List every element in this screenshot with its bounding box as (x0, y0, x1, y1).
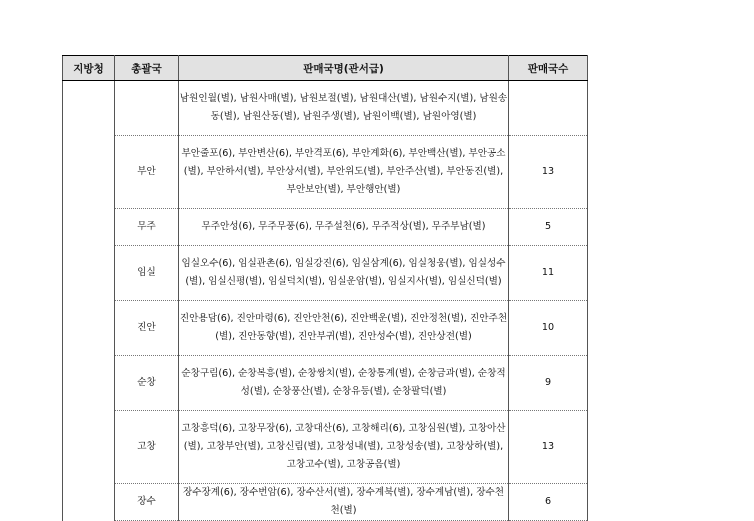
table-row (63, 484, 588, 521)
table-row (63, 209, 588, 246)
offices-cell: 무주안성(6), 무주무풍(6), 무주설천(6), 무주적상(별), 무주부남(별) (179, 209, 509, 246)
district-cell: 고창 (115, 411, 179, 484)
count-cell: 10 (509, 301, 588, 356)
header-sales-office-names: 판매국명(관서급) (179, 56, 509, 81)
offices-cell: 진안용담(6), 진안마령(6), 진안안천(6), 진안백운(별), 진안정천(별), 진안주천(별), 진안동향(별), 진안부귀(별), 진안성수(별), 진안상전(별) (179, 301, 509, 356)
table-header (63, 56, 588, 81)
count-cell: 13 (509, 136, 588, 209)
offices-cell: 임실오수(6), 임실관촌(6), 임실강진(6), 임실삼계(6), 임실청웅(별), 임실성수(별), 임실신평(별), 임실덕치(별), 임실운암(별), 임실지사(별), 임실신덕(별) (179, 246, 509, 301)
offices-cell: 남원인월(별), 남원사매(별), 남원보절(별), 남원대산(별), 남원수지(별), 남원송동(별), 남원산동(별), 남원주생(별), 남원이백(별), 남원아영(별) (179, 81, 509, 136)
header-district-office: 총괄국 (115, 56, 179, 81)
table-row (63, 246, 588, 301)
regional-office-cell (63, 81, 115, 521)
table-row (63, 411, 588, 484)
district-cell (115, 81, 179, 136)
table-row (63, 136, 588, 209)
offices-cell: 부안줄포(6), 부안변산(6), 부안격포(6), 부안계화(6), 부안백산(별), 부안공소(별), 부안하서(별), 부안상서(별), 부안위도(별), 부안주산(별), 부안동진(별), 부안보안(별), 부안행안(별) (179, 136, 509, 209)
table-body (63, 81, 588, 521)
count-cell: 5 (509, 209, 588, 246)
count-cell: 13 (509, 411, 588, 484)
count-cell: 6 (509, 484, 588, 521)
table-row (63, 301, 588, 356)
district-cell: 임실 (115, 246, 179, 301)
district-cell: 순창 (115, 356, 179, 411)
district-cell: 부안 (115, 136, 179, 209)
header-regional-office: 지방청 (63, 56, 115, 81)
sales-office-table (62, 55, 588, 521)
header-sales-office-count: 판매국수 (509, 56, 588, 81)
count-cell: 9 (509, 356, 588, 411)
offices-cell: 고창흥덕(6), 고창무장(6), 고창대산(6), 고창해리(6), 고창심원(별), 고창아산(별), 고창부안(별), 고창신림(별), 고창성내(별), 고창성송(별), 고창상하(별), 고창고수(별), 고창공음(별) (179, 411, 509, 484)
offices-cell: 장수장계(6), 장수번암(6), 장수산서(별), 장수계북(별), 장수계남(별), 장수천천(별) (179, 484, 509, 521)
count-cell (509, 81, 588, 136)
district-cell: 무주 (115, 209, 179, 246)
count-cell: 11 (509, 246, 588, 301)
offices-cell: 순창구림(6), 순창복흥(별), 순창쌍치(별), 순창통계(별), 순창금과(별), 순창적성(별), 순창풍산(별), 순창유등(별), 순창팔덕(별) (179, 356, 509, 411)
table-row (63, 356, 588, 411)
table-row (63, 81, 588, 136)
district-cell: 장수 (115, 484, 179, 521)
district-cell: 진안 (115, 301, 179, 356)
